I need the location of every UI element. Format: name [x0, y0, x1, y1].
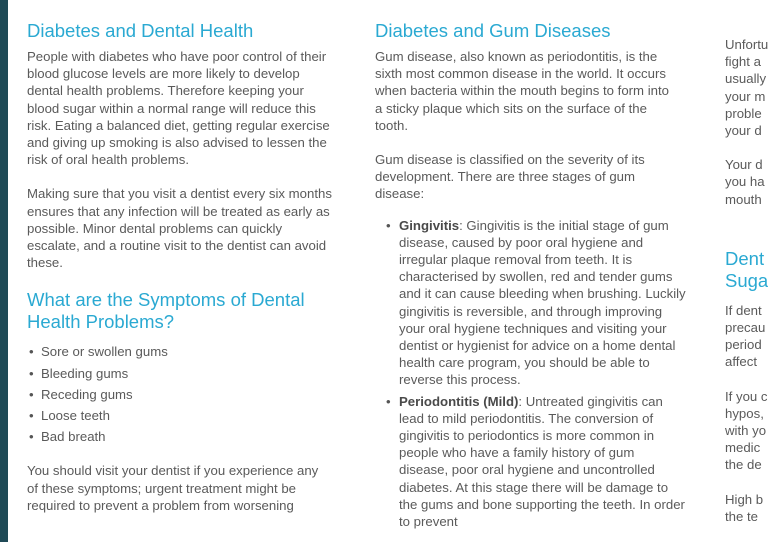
clipped-heading: Dent Suga	[725, 247, 768, 291]
clipped-paragraph-5: High b the te	[725, 491, 764, 524]
clipped-paragraph-2: Your d you ha mouth	[725, 157, 765, 207]
list-item: • Bleeding gums	[27, 363, 337, 384]
stage-gingivitis	[375, 217, 687, 389]
stage-text: : Gingivitis is the initial stage of gum disease, caused by poor oral hygiene and irregular plaque removal from teeth. It is characterised by swollen, red and tender gums and it can cause bleeding when brushing. Luckily gingivitis is reversible, and through improving your oral hygiene techniques and visiting your dentist or hygienist for advice on a home dental health care program, you should be able to reverse this process.	[399, 217, 686, 388]
clipped-paragraph-1: Unfortu fight a usually your m proble your d	[725, 37, 768, 139]
intro-paragraph: People with diabetes who have poor control of their blood glucose levels are more likely to develop dental health problems. Therefore keeping your blood sugar within a normal range will reduce this risk. Eating a balanced diet, getting regular exercise and giving up smoking is also advised to lessen the risk of oral health problems.	[27, 49, 330, 168]
column-left	[27, 0, 337, 514]
gum-disease-intro-paragraph: Gum disease, also known as periodontitis, is the sixth most common disease in the world. It occurs when bacteria within the mouth begins to form into a sticky plaque which sits on the surface of the tooth.	[375, 49, 669, 133]
gum-disease-stages-paragraph: Gum disease is classified on the severity of its development. There are three stages of gum disease:	[375, 152, 645, 202]
clipped-paragraph-4: If you c hypos, with yo medic the de	[725, 388, 768, 473]
stage-term: Periodontitis (Mild)	[399, 393, 519, 409]
heading-symptoms: What are the Symptoms of Dental Health Problems?	[27, 289, 305, 333]
dentist-visit-paragraph: Making sure that you visit a dentist every six months ensures that any infection will be treated as early as possible. Minor dental problems can quickly escalate, and a routine visit to the dentist can avoid these.	[27, 186, 332, 271]
stage-term: Gingivitis	[399, 217, 460, 233]
document-page	[8, 0, 768, 542]
list-item: • Bad breath	[27, 426, 337, 447]
stages-list	[375, 217, 687, 531]
stage-periodontitis-mild	[375, 393, 687, 531]
visit-dentist-paragraph: You should visit your dentist if you experience any of these symptoms; urgent treatment might be required to prevent a problem from worsening	[27, 463, 319, 513]
symptoms-list	[27, 341, 337, 447]
clipped-paragraph-3: If dent precau period affect	[725, 302, 766, 370]
column-middle	[375, 0, 695, 534]
column-right-clipped	[725, 0, 768, 525]
heading-gum-diseases: Diabetes and Gum Diseases	[375, 20, 611, 41]
list-item: • Receding gums	[27, 384, 337, 405]
list-item: • Sore or swollen gums	[27, 341, 337, 362]
stage-text: : Untreated gingivitis can lead to mild periodontitis. The conversion of gingivitis to periodontics is more common in people who have a family history of gum disease, poor oral hygiene and uncontrolled diabetes. At this stage there will be damage to the gums and bone supporting the teeth. In order to prevent	[399, 393, 685, 530]
list-item: • Loose teeth	[27, 405, 337, 426]
heading-diabetes-dental-health: Diabetes and Dental Health	[27, 20, 254, 41]
